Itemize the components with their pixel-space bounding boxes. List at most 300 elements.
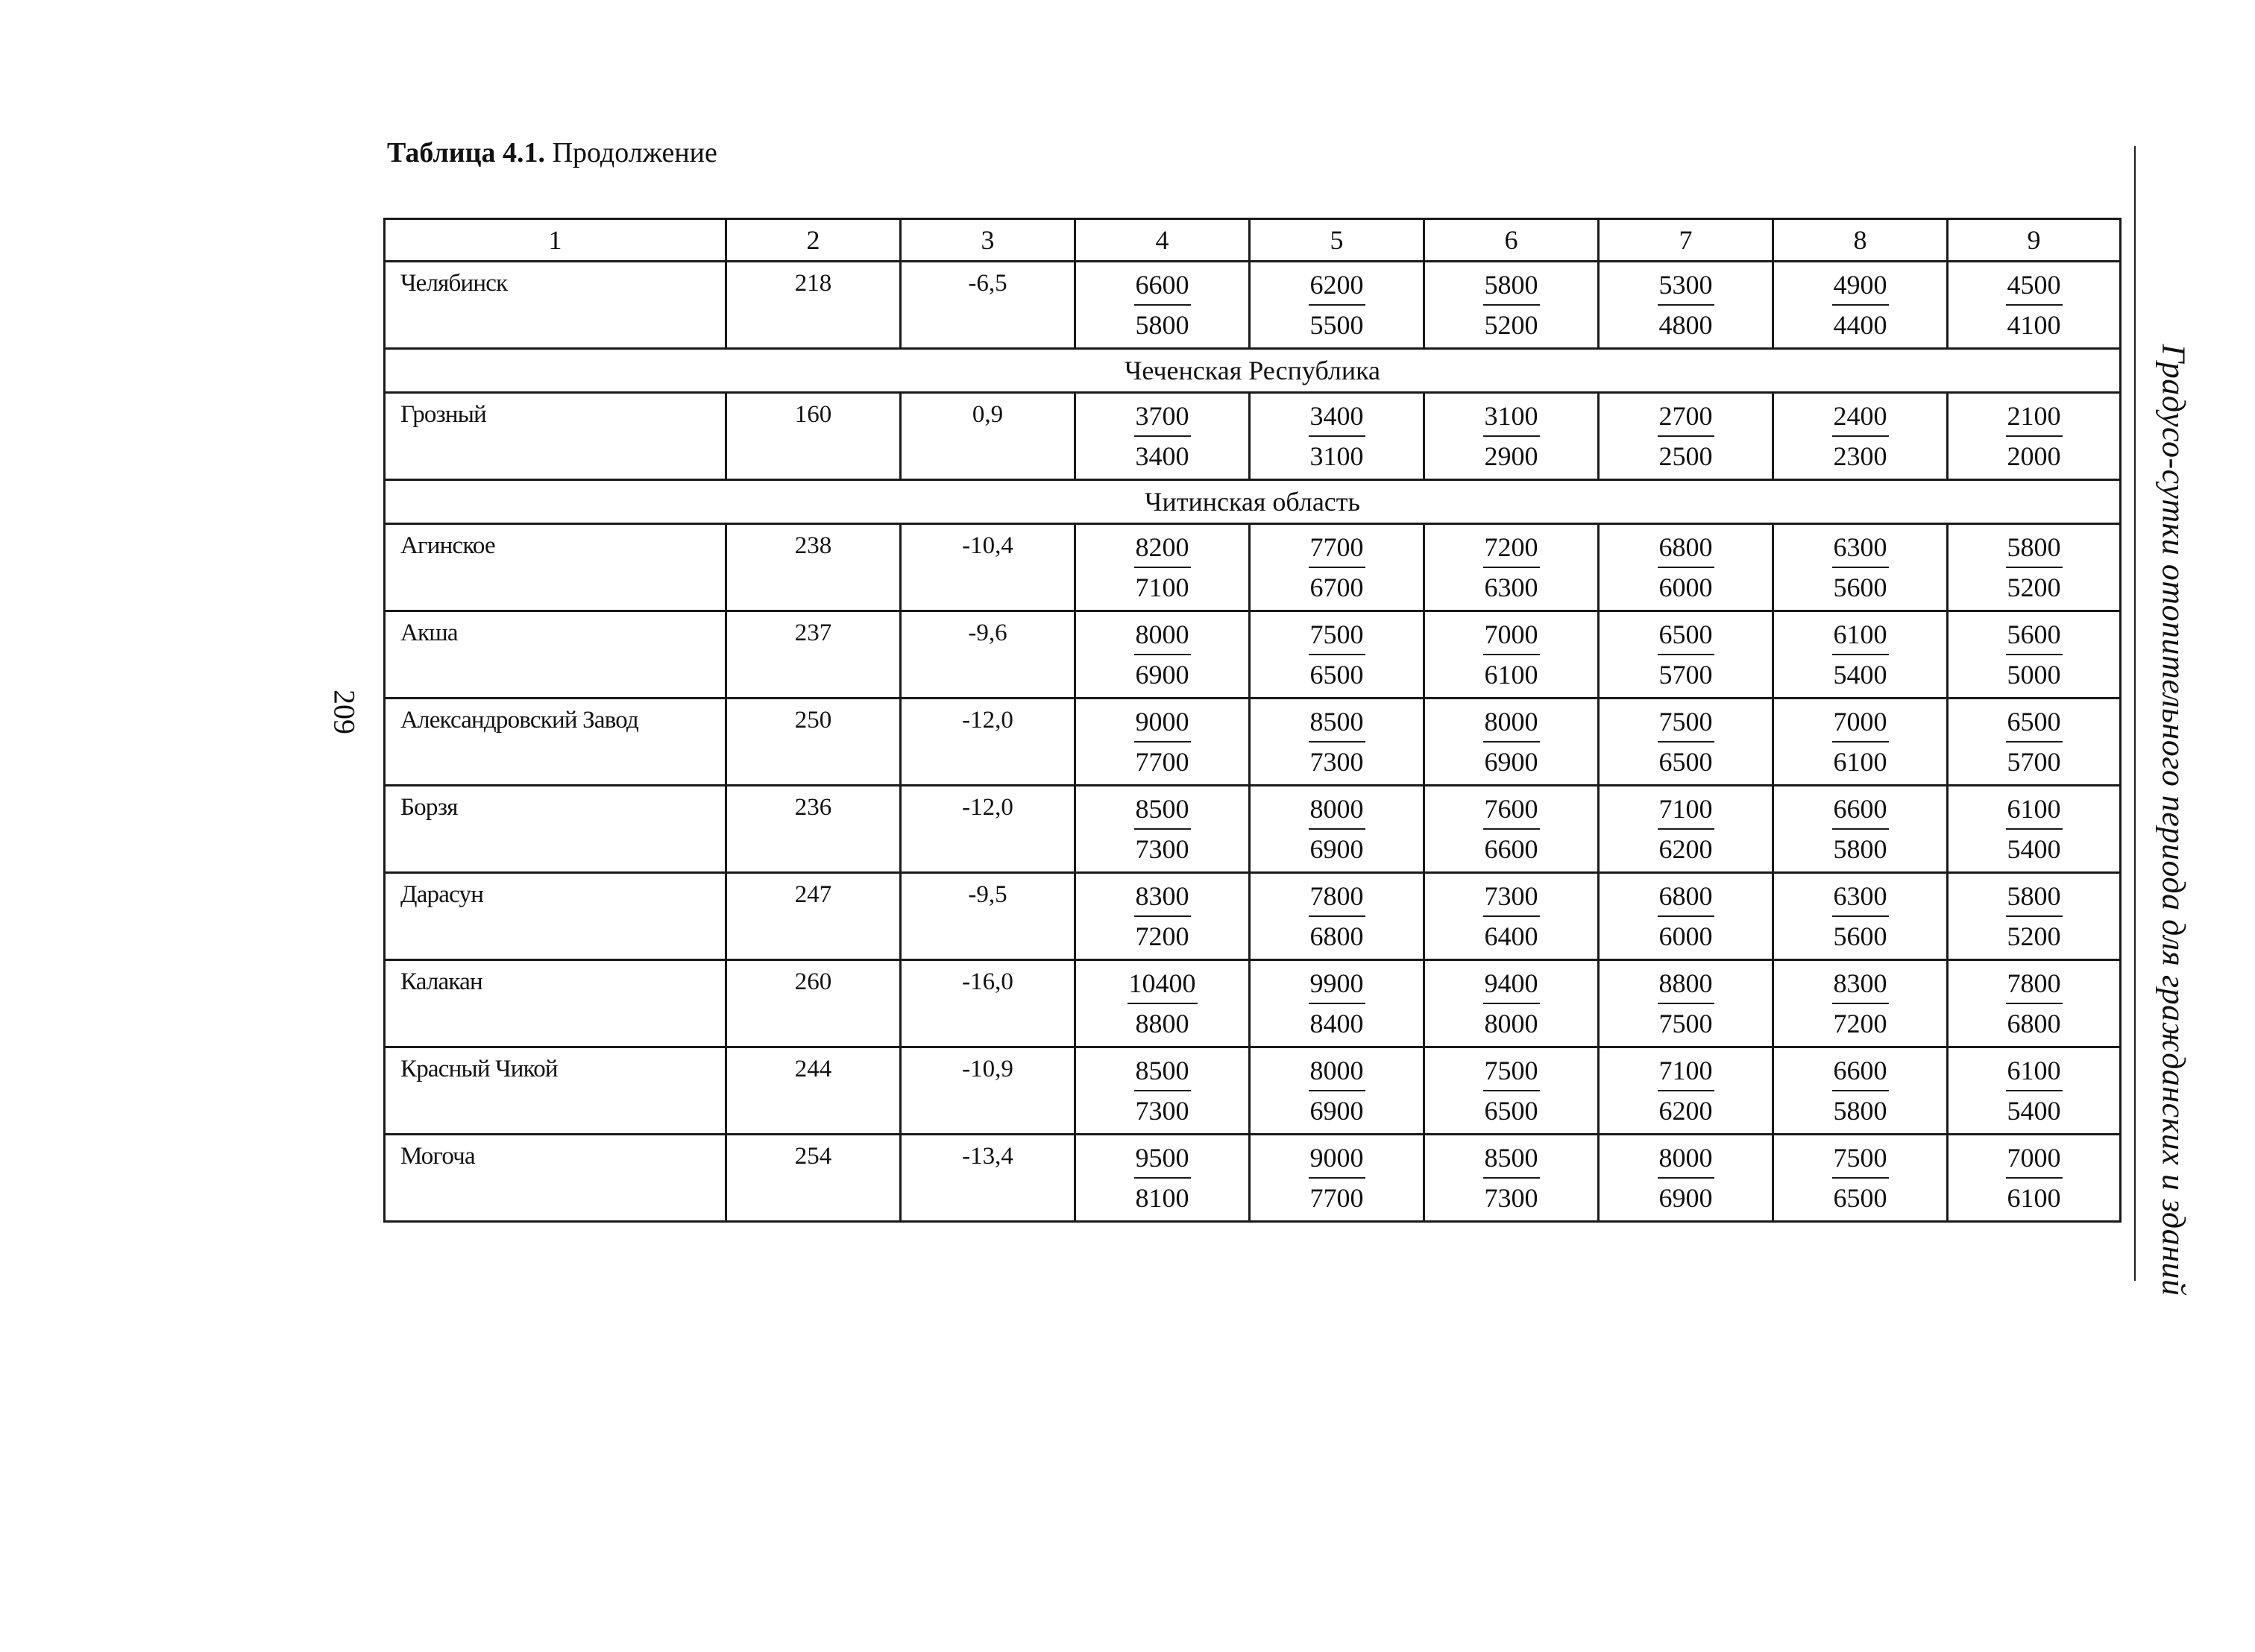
fraction bbox=[1134, 791, 1191, 867]
numerator-value: 7100 bbox=[1658, 791, 1714, 830]
denominator-value: 7300 bbox=[1484, 1183, 1538, 1213]
degree-days-cell bbox=[1250, 873, 1424, 960]
degree-days-cell bbox=[1599, 786, 1773, 873]
fraction bbox=[1483, 1053, 1540, 1129]
city-name: Агинское bbox=[385, 524, 726, 611]
denominator-value: 2300 bbox=[1833, 441, 1887, 471]
numerator-value: 8200 bbox=[1134, 529, 1191, 568]
heating-period-days: 254 bbox=[726, 1135, 901, 1222]
denominator-value: 5700 bbox=[2007, 747, 2061, 777]
column-header-6: 6 bbox=[1424, 219, 1599, 262]
denominator-value: 8100 bbox=[1135, 1183, 1189, 1213]
denominator-value: 5400 bbox=[2007, 834, 2061, 864]
fraction bbox=[1658, 398, 1714, 474]
fraction bbox=[1134, 617, 1191, 693]
degree-days-cell bbox=[1948, 1135, 2121, 1222]
degree-days-cell bbox=[1424, 1047, 1599, 1135]
table-row bbox=[385, 786, 2121, 873]
numerator-value: 6600 bbox=[1832, 791, 1889, 830]
numerator-value: 8800 bbox=[1658, 965, 1714, 1004]
degree-days-cell bbox=[1599, 611, 1773, 699]
city-name: Калакан bbox=[385, 960, 726, 1047]
degree-days-cell bbox=[1075, 611, 1250, 699]
fraction bbox=[1832, 965, 1889, 1041]
degree-days-cell bbox=[1948, 960, 2121, 1047]
degree-days-cell bbox=[1075, 262, 1250, 349]
running-title: Градусо-сутки отопительного периода для гражданских и зданий bbox=[2155, 344, 2192, 1296]
degree-days-cell bbox=[1075, 960, 1250, 1047]
fraction bbox=[2006, 398, 2063, 474]
fraction bbox=[2006, 791, 2063, 867]
degree-days-cell bbox=[1250, 1135, 1424, 1222]
fraction bbox=[2006, 704, 2063, 780]
header-row bbox=[385, 219, 2121, 262]
degree-days-cell bbox=[1948, 611, 2121, 699]
table-caption-number: Таблица 4.1. bbox=[387, 137, 546, 168]
numerator-value: 6500 bbox=[1658, 617, 1714, 655]
heating-period-days: 238 bbox=[726, 524, 901, 611]
fraction bbox=[1483, 878, 1540, 954]
numerator-value: 6100 bbox=[2006, 1053, 2063, 1091]
degree-days-cell bbox=[1075, 524, 1250, 611]
degree-days-cell bbox=[1599, 262, 1773, 349]
numerator-value: 7000 bbox=[1483, 617, 1540, 655]
degree-days-cell bbox=[1424, 393, 1599, 480]
denominator-value: 6500 bbox=[1833, 1183, 1887, 1213]
mean-temperature: -12,0 bbox=[901, 786, 1075, 873]
numerator-value: 5800 bbox=[1483, 267, 1540, 306]
mean-temperature: -9,6 bbox=[901, 611, 1075, 699]
fraction bbox=[1309, 791, 1365, 867]
denominator-value: 6200 bbox=[1658, 834, 1713, 864]
fraction bbox=[2006, 1140, 2063, 1216]
degree-days-cell bbox=[1424, 786, 1599, 873]
degree-days-cell bbox=[1599, 524, 1773, 611]
denominator-value: 7500 bbox=[1658, 1009, 1713, 1038]
degree-days-cell bbox=[1250, 1047, 1424, 1135]
fraction bbox=[1658, 529, 1714, 605]
numerator-value: 4500 bbox=[2006, 267, 2063, 306]
numerator-value: 3400 bbox=[1309, 398, 1365, 437]
city-name: Челябинск bbox=[385, 262, 726, 349]
degree-days-cell bbox=[1948, 699, 2121, 786]
column-header-1: 1 bbox=[385, 219, 726, 262]
numerator-value: 6800 bbox=[1658, 878, 1714, 917]
denominator-value: 6000 bbox=[1658, 921, 1713, 951]
table-row bbox=[385, 699, 2121, 786]
column-header-8: 8 bbox=[1773, 219, 1948, 262]
table-body bbox=[385, 262, 2121, 1222]
degree-days-cell bbox=[1250, 393, 1424, 480]
numerator-value: 8500 bbox=[1309, 704, 1365, 743]
denominator-value: 6100 bbox=[2007, 1183, 2061, 1213]
numerator-value: 6300 bbox=[1832, 529, 1889, 568]
heating-period-days: 247 bbox=[726, 873, 901, 960]
denominator-value: 6900 bbox=[1309, 1096, 1364, 1126]
denominator-value: 8000 bbox=[1484, 1009, 1538, 1038]
degree-days-cell bbox=[1424, 960, 1599, 1047]
table-row bbox=[385, 960, 2121, 1047]
mean-temperature: -13,4 bbox=[901, 1135, 1075, 1222]
denominator-value: 5600 bbox=[1833, 573, 1887, 602]
degree-days-cell bbox=[1773, 524, 1948, 611]
denominator-value: 6900 bbox=[1484, 747, 1538, 777]
numerator-value: 8000 bbox=[1483, 704, 1540, 743]
numerator-value: 7500 bbox=[1832, 1140, 1889, 1179]
numerator-value: 5800 bbox=[2006, 529, 2063, 568]
denominator-value: 6500 bbox=[1658, 747, 1713, 777]
denominator-value: 2500 bbox=[1658, 441, 1713, 471]
denominator-value: 7300 bbox=[1135, 1096, 1189, 1126]
region-label: Читинская область bbox=[385, 480, 2121, 524]
numerator-value: 2700 bbox=[1658, 398, 1714, 437]
city-name: Борзя bbox=[385, 786, 726, 873]
numerator-value: 7000 bbox=[2006, 1140, 2063, 1179]
numerator-value: 6600 bbox=[1134, 267, 1191, 306]
fraction bbox=[1483, 617, 1540, 693]
numerator-value: 5600 bbox=[2006, 617, 2063, 655]
fraction bbox=[1832, 617, 1889, 693]
numerator-value: 9400 bbox=[1483, 965, 1540, 1004]
numerator-value: 3100 bbox=[1483, 398, 1540, 437]
degree-days-cell bbox=[1599, 960, 1773, 1047]
city-name: Дарасун bbox=[385, 873, 726, 960]
numerator-value: 7700 bbox=[1309, 529, 1365, 568]
numerator-value: 7300 bbox=[1483, 878, 1540, 917]
numerator-value: 8000 bbox=[1309, 1053, 1365, 1091]
degree-days-cell bbox=[1773, 699, 1948, 786]
numerator-value: 7200 bbox=[1483, 529, 1540, 568]
fraction bbox=[1658, 704, 1714, 780]
numerator-value: 8300 bbox=[1134, 878, 1191, 917]
column-header-7: 7 bbox=[1599, 219, 1773, 262]
degree-days-cell bbox=[1250, 960, 1424, 1047]
fraction bbox=[1658, 1140, 1714, 1216]
heating-period-days: 236 bbox=[726, 786, 901, 873]
denominator-value: 7700 bbox=[1135, 747, 1189, 777]
fraction bbox=[2006, 617, 2063, 693]
numerator-value: 7000 bbox=[1832, 704, 1889, 743]
degree-days-cell bbox=[1948, 786, 2121, 873]
heating-period-days: 244 bbox=[726, 1047, 901, 1135]
fraction bbox=[1134, 529, 1191, 605]
denominator-value: 5400 bbox=[1833, 660, 1887, 690]
mean-temperature: -6,5 bbox=[901, 262, 1075, 349]
mean-temperature: -16,0 bbox=[901, 960, 1075, 1047]
denominator-value: 8800 bbox=[1135, 1009, 1189, 1038]
fraction bbox=[1832, 791, 1889, 867]
degree-days-cell bbox=[1948, 524, 2121, 611]
degree-days-cell bbox=[1599, 1047, 1773, 1135]
fraction bbox=[1832, 529, 1889, 605]
fraction bbox=[1134, 267, 1191, 343]
side-rule bbox=[2134, 146, 2136, 1281]
denominator-value: 6500 bbox=[1309, 660, 1364, 690]
region-row bbox=[385, 480, 2121, 524]
numerator-value: 7500 bbox=[1658, 704, 1714, 743]
mean-temperature: -10,9 bbox=[901, 1047, 1075, 1135]
fraction bbox=[1309, 398, 1365, 474]
fraction bbox=[2006, 529, 2063, 605]
numerator-value: 10400 bbox=[1128, 965, 1198, 1004]
denominator-value: 5800 bbox=[1135, 310, 1189, 340]
fraction bbox=[1483, 1140, 1540, 1216]
column-header-2: 2 bbox=[726, 219, 901, 262]
denominator-value: 6000 bbox=[1658, 573, 1713, 602]
city-name: Грозный bbox=[385, 393, 726, 480]
fraction bbox=[1309, 529, 1365, 605]
denominator-value: 6900 bbox=[1658, 1183, 1713, 1213]
fraction bbox=[1309, 965, 1365, 1041]
denominator-value: 2000 bbox=[2007, 441, 2061, 471]
fraction bbox=[1658, 791, 1714, 867]
numerator-value: 7500 bbox=[1309, 617, 1365, 655]
degree-days-cell bbox=[1948, 262, 2121, 349]
numerator-value: 8500 bbox=[1483, 1140, 1540, 1179]
fraction bbox=[1832, 704, 1889, 780]
degree-days-cell bbox=[1773, 1135, 1948, 1222]
fraction bbox=[1309, 704, 1365, 780]
degree-days-cell bbox=[1075, 1047, 1250, 1135]
denominator-value: 5200 bbox=[1484, 310, 1538, 340]
fraction bbox=[1832, 398, 1889, 474]
numerator-value: 9000 bbox=[1309, 1140, 1365, 1179]
city-name: Могоча bbox=[385, 1135, 726, 1222]
numerator-value: 6100 bbox=[2006, 791, 2063, 830]
numerator-value: 8000 bbox=[1134, 617, 1191, 655]
degree-days-cell bbox=[1773, 611, 1948, 699]
numerator-value: 6300 bbox=[1832, 878, 1889, 917]
degree-days-cell bbox=[1773, 873, 1948, 960]
denominator-value: 5200 bbox=[2007, 573, 2061, 602]
numerator-value: 2100 bbox=[2006, 398, 2063, 437]
fraction bbox=[1658, 267, 1714, 343]
numerator-value: 6500 bbox=[2006, 704, 2063, 743]
heating-period-days: 260 bbox=[726, 960, 901, 1047]
heating-period-days: 160 bbox=[726, 393, 901, 480]
fraction bbox=[1832, 267, 1889, 343]
denominator-value: 7100 bbox=[1135, 573, 1189, 602]
denominator-value: 6900 bbox=[1309, 834, 1364, 864]
numerator-value: 7800 bbox=[1309, 878, 1365, 917]
numerator-value: 8000 bbox=[1309, 791, 1365, 830]
table-caption bbox=[387, 136, 717, 169]
denominator-value: 4100 bbox=[2007, 310, 2061, 340]
numerator-value: 7100 bbox=[1658, 1053, 1714, 1091]
numerator-value: 5800 bbox=[2006, 878, 2063, 917]
degree-days-cell bbox=[1773, 262, 1948, 349]
degree-days-cell bbox=[1424, 611, 1599, 699]
numerator-value: 8500 bbox=[1134, 791, 1191, 830]
numerator-value: 8500 bbox=[1134, 1053, 1191, 1091]
fraction bbox=[1134, 1053, 1191, 1129]
denominator-value: 4400 bbox=[1833, 310, 1887, 340]
mean-temperature: -12,0 bbox=[901, 699, 1075, 786]
column-header-5: 5 bbox=[1250, 219, 1424, 262]
numerator-value: 7600 bbox=[1483, 791, 1540, 830]
numerator-value: 6200 bbox=[1309, 267, 1365, 306]
table-row bbox=[385, 524, 2121, 611]
denominator-value: 8400 bbox=[1309, 1009, 1364, 1038]
degree-days-cell bbox=[1599, 699, 1773, 786]
numerator-value: 6600 bbox=[1832, 1053, 1889, 1091]
degree-days-cell bbox=[1773, 786, 1948, 873]
degree-days-cell bbox=[1599, 873, 1773, 960]
denominator-value: 2900 bbox=[1484, 441, 1538, 471]
denominator-value: 6100 bbox=[1484, 660, 1538, 690]
degree-days-cell bbox=[1948, 1047, 2121, 1135]
fraction bbox=[1134, 878, 1191, 954]
fraction bbox=[1309, 878, 1365, 954]
denominator-value: 5700 bbox=[1658, 660, 1713, 690]
city-name: Акша bbox=[385, 611, 726, 699]
degree-days-cell bbox=[1424, 524, 1599, 611]
degree-days-cell bbox=[1075, 393, 1250, 480]
degree-days-cell bbox=[1424, 873, 1599, 960]
degree-days-cell bbox=[1250, 611, 1424, 699]
fraction bbox=[1483, 704, 1540, 780]
numerator-value: 4900 bbox=[1832, 267, 1889, 306]
fraction bbox=[1832, 878, 1889, 954]
mean-temperature: -10,4 bbox=[901, 524, 1075, 611]
denominator-value: 7200 bbox=[1135, 921, 1189, 951]
heating-period-days: 237 bbox=[726, 611, 901, 699]
numerator-value: 8000 bbox=[1658, 1140, 1714, 1179]
denominator-value: 3100 bbox=[1309, 441, 1364, 471]
denominator-value: 5800 bbox=[1833, 834, 1887, 864]
fraction bbox=[1483, 529, 1540, 605]
region-row bbox=[385, 349, 2121, 393]
table-row bbox=[385, 262, 2121, 349]
fraction bbox=[1832, 1053, 1889, 1129]
fraction bbox=[1483, 398, 1540, 474]
heating-period-days: 218 bbox=[726, 262, 901, 349]
denominator-value: 5400 bbox=[2007, 1096, 2061, 1126]
fraction bbox=[1309, 617, 1365, 693]
numerator-value: 9500 bbox=[1134, 1140, 1191, 1179]
fraction bbox=[1658, 965, 1714, 1041]
numerator-value: 7500 bbox=[1483, 1053, 1540, 1091]
denominator-value: 5800 bbox=[1833, 1096, 1887, 1126]
degree-days-table bbox=[383, 218, 2122, 1223]
degree-days-cell bbox=[1250, 699, 1424, 786]
mean-temperature: 0,9 bbox=[901, 393, 1075, 480]
fraction bbox=[2006, 1053, 2063, 1129]
denominator-value: 6400 bbox=[1484, 921, 1538, 951]
degree-days-cell bbox=[1250, 786, 1424, 873]
denominator-value: 7300 bbox=[1309, 747, 1364, 777]
column-header-4: 4 bbox=[1075, 219, 1250, 262]
degree-days-cell bbox=[1424, 262, 1599, 349]
denominator-value: 6500 bbox=[1484, 1096, 1538, 1126]
denominator-value: 6700 bbox=[1309, 573, 1364, 602]
degree-days-cell bbox=[1599, 393, 1773, 480]
degree-days-cell bbox=[1250, 262, 1424, 349]
region-label: Чеченская Республика bbox=[385, 349, 2121, 393]
fraction bbox=[1832, 1140, 1889, 1216]
denominator-value: 5600 bbox=[1833, 921, 1887, 951]
denominator-value: 7300 bbox=[1135, 834, 1189, 864]
degree-days-cell bbox=[1075, 873, 1250, 960]
heating-period-days: 250 bbox=[726, 699, 901, 786]
degree-days-cell bbox=[1948, 873, 2121, 960]
table-caption-text: Продолжение bbox=[545, 137, 717, 168]
denominator-value: 3400 bbox=[1135, 441, 1189, 471]
mean-temperature: -9,5 bbox=[901, 873, 1075, 960]
numerator-value: 6100 bbox=[1832, 617, 1889, 655]
degree-days-cell bbox=[1773, 960, 1948, 1047]
column-header-9: 9 bbox=[1948, 219, 2121, 262]
fraction bbox=[2006, 878, 2063, 954]
denominator-value: 7700 bbox=[1309, 1183, 1364, 1213]
table-row bbox=[385, 393, 2121, 480]
degree-days-cell bbox=[1075, 699, 1250, 786]
table-row bbox=[385, 873, 2121, 960]
fraction bbox=[1658, 1053, 1714, 1129]
denominator-value: 4800 bbox=[1658, 310, 1713, 340]
numerator-value: 9900 bbox=[1309, 965, 1365, 1004]
fraction bbox=[1658, 878, 1714, 954]
denominator-value: 5500 bbox=[1309, 310, 1364, 340]
fraction bbox=[1134, 1140, 1191, 1216]
degree-days-cell bbox=[1424, 1135, 1599, 1222]
table-row bbox=[385, 611, 2121, 699]
degree-days-cell bbox=[1773, 393, 1948, 480]
degree-days-cell bbox=[1599, 1135, 1773, 1222]
degree-days-cell bbox=[1948, 393, 2121, 480]
city-name: Александровский Завод bbox=[385, 699, 726, 786]
table-row bbox=[385, 1047, 2121, 1135]
denominator-value: 5000 bbox=[2007, 660, 2061, 690]
denominator-value: 6600 bbox=[1484, 834, 1538, 864]
denominator-value: 6800 bbox=[2007, 1009, 2061, 1038]
degree-days-cell bbox=[1773, 1047, 1948, 1135]
degree-days-cell bbox=[1075, 786, 1250, 873]
city-name: Красный Чикой bbox=[385, 1047, 726, 1135]
fraction bbox=[1309, 1140, 1365, 1216]
fraction bbox=[1134, 398, 1191, 474]
numerator-value: 5300 bbox=[1658, 267, 1714, 306]
denominator-value: 6800 bbox=[1309, 921, 1364, 951]
numerator-value: 6800 bbox=[1658, 529, 1714, 568]
fraction bbox=[1134, 704, 1191, 780]
denominator-value: 6900 bbox=[1135, 660, 1189, 690]
denominator-value: 6200 bbox=[1658, 1096, 1713, 1126]
fraction bbox=[1483, 267, 1540, 343]
denominator-value: 7200 bbox=[1833, 1009, 1887, 1038]
numerator-value: 8300 bbox=[1832, 965, 1889, 1004]
page-number: 209 bbox=[327, 690, 362, 734]
degree-days-cell bbox=[1075, 1135, 1250, 1222]
table-row bbox=[385, 1135, 2121, 1222]
fraction bbox=[2006, 965, 2063, 1041]
fraction bbox=[1658, 617, 1714, 693]
numerator-value: 7800 bbox=[2006, 965, 2063, 1004]
numerator-value: 3700 bbox=[1134, 398, 1191, 437]
fraction bbox=[1128, 965, 1198, 1041]
fraction bbox=[1309, 267, 1365, 343]
fraction bbox=[1309, 1053, 1365, 1129]
fraction bbox=[1483, 965, 1540, 1041]
fraction bbox=[1483, 791, 1540, 867]
numerator-value: 9000 bbox=[1134, 704, 1191, 743]
denominator-value: 6100 bbox=[1833, 747, 1887, 777]
denominator-value: 6300 bbox=[1484, 573, 1538, 602]
fraction bbox=[2006, 267, 2063, 343]
numerator-value: 2400 bbox=[1832, 398, 1889, 437]
degree-days-cell bbox=[1424, 699, 1599, 786]
denominator-value: 5200 bbox=[2007, 921, 2061, 951]
